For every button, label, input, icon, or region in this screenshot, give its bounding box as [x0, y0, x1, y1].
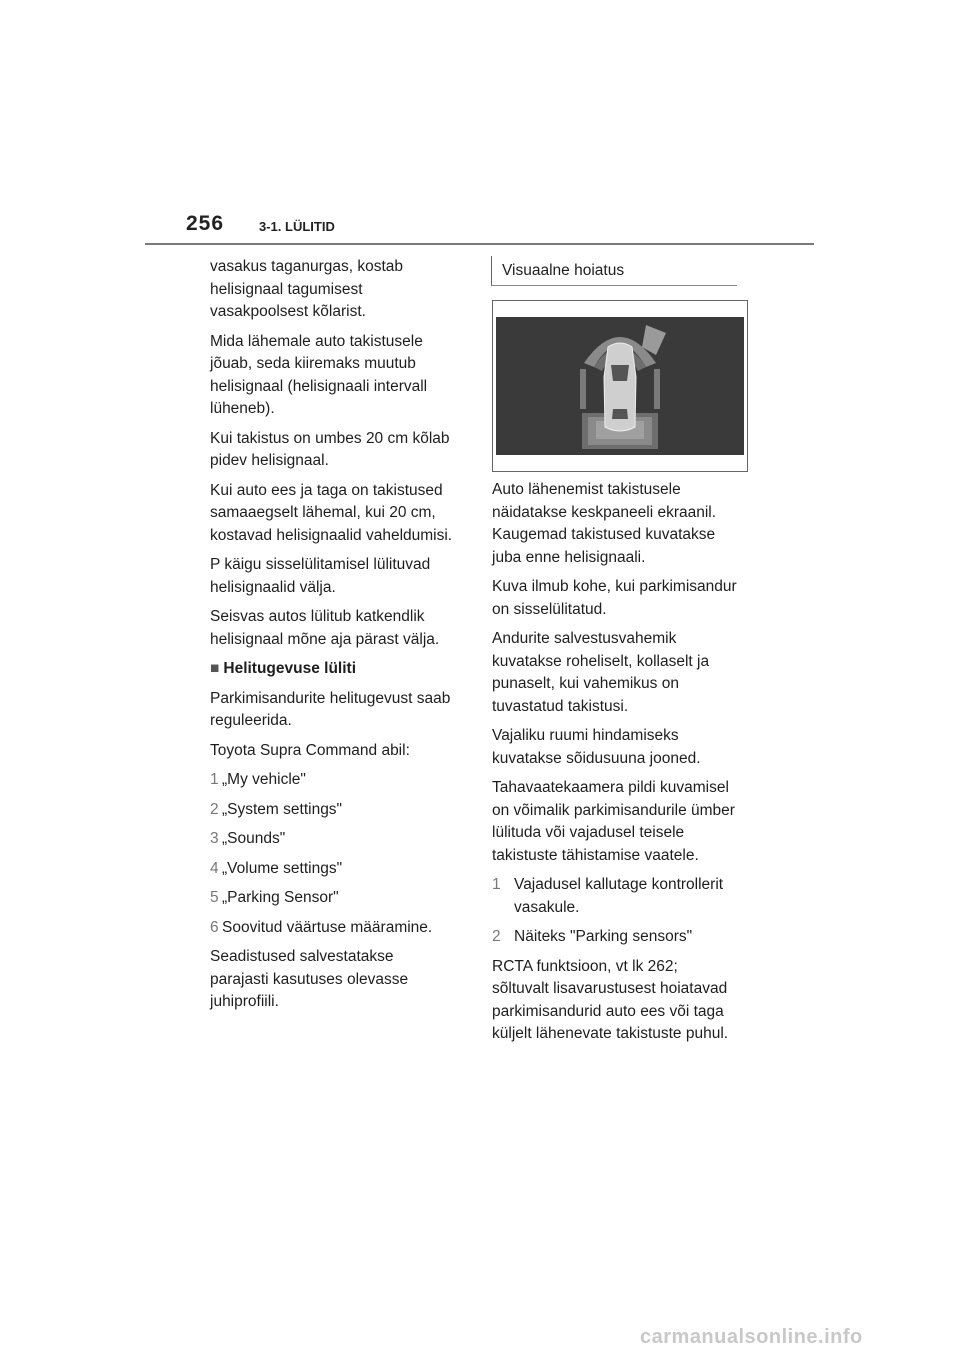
- paragraph: Toyota Supra Command abil:: [210, 741, 410, 759]
- watermark: carmanualsonline.info: [640, 1326, 863, 1348]
- section-title: 3-1. LÜLITID: [259, 219, 335, 234]
- paragraph: RCTA funktsioon, vt lk 262; sõltuvalt lisavarustusest hoiatavad parkimisandurid auto ees või taga küljelt lähenevate takistuste puhul.: [492, 957, 729, 1042]
- page-header: [0, 0, 960, 250]
- paragraph: Kui takistus on umbes 20 cm kõlab pidev helisignaal.: [210, 429, 450, 469]
- step-text: „System settings": [222, 800, 343, 818]
- page-number: 256: [186, 212, 225, 235]
- subheading-text: Helitugevuse lüliti: [223, 660, 357, 677]
- step-text: Soovitud väärtuse määramine.: [222, 918, 433, 936]
- step-number: 3: [210, 830, 219, 847]
- left-column: [210, 256, 468, 1021]
- paragraph: Kuva ilmub kohe, kui parkimisandur on sisselülitatud.: [492, 578, 737, 618]
- step-item: [210, 858, 468, 881]
- step-number: 1: [492, 876, 501, 893]
- paragraph: Mida lähemale auto takistusele jõuab, seda kiiremaks muutub helisignaal (helisignaali intervall lüheneb).: [210, 332, 428, 417]
- paragraph: vasakus taganurgas, kostab helisignaal tagumisest vasakpoolsest kõlarist.: [210, 258, 404, 320]
- step-text: „Volume settings": [222, 859, 343, 877]
- paragraph: Parkimisandurite helitugevust saab reguleerida.: [210, 689, 451, 729]
- rear-window: [612, 409, 628, 419]
- step-text: „Parking Sensor": [222, 889, 339, 906]
- step-item: [210, 769, 468, 792]
- step-item: [210, 887, 468, 910]
- parking-sensor-figure: [492, 300, 748, 472]
- windshield: [611, 365, 629, 381]
- paragraph: Andurite salvestusvahemik kuvatakse roheliselt, kollaselt ja punaselt, kui vahemikus on tuvastatud takistusi.: [492, 630, 710, 715]
- paragraph: Seadistused salvestatakse parajasti kasutuses olevasse juhiprofiili.: [210, 948, 409, 1010]
- step-item: [210, 828, 468, 851]
- paragraph: Tahavaatekaamera pildi kuvamisel on võimalik parkimisandurile ümber lülituda või vajadusel teisele takistuste tähistamise vaatele.: [492, 779, 735, 864]
- step-number: 2: [492, 928, 501, 945]
- step-text: „My vehicle": [222, 771, 306, 788]
- paragraph: Kui auto ees ja taga on takistused samaaegselt lähemal, kui 20 cm, kostavad helisignaalid vaheldumisi.: [210, 481, 453, 544]
- paragraph: Vajaliku ruumi hindamiseks kuvatakse sõidusuuna jooned.: [492, 727, 701, 767]
- paragraph: Seisvas autos lülitub katkendlik helisignaal mõne aja pärast välja.: [210, 608, 440, 648]
- right-side-zone: [654, 369, 660, 409]
- header-divider: [145, 243, 814, 245]
- step-number: 2: [210, 800, 219, 818]
- subheading: [210, 658, 468, 681]
- step-item: [492, 874, 750, 919]
- step-item: [492, 926, 750, 949]
- parking-sensor-display: [496, 317, 744, 455]
- box-heading: Visuaalne hoiatus: [491, 256, 737, 286]
- step-number: 4: [210, 859, 219, 877]
- step-item: [210, 799, 468, 822]
- step-number: 6: [210, 918, 219, 936]
- step-number: 1: [210, 771, 219, 788]
- left-side-zone: [580, 369, 586, 409]
- paragraph: Auto lähenemist takistusele näidatakse keskpaneeli ekraanil. Kaugemad takistused kuvatakse juba enne helisignaali.: [492, 481, 717, 566]
- paragraph: P käigu sisselülitamisel lülituvad helisignaalid välja.: [210, 556, 431, 596]
- right-column: [492, 256, 750, 1053]
- step-text: Näiteks "Parking sensors": [514, 928, 693, 945]
- step-text: „Sounds": [222, 830, 286, 847]
- step-text: Vajadusel kallutage kontrollerit vasakule.: [514, 876, 724, 916]
- square-bullet-icon: ■: [210, 660, 220, 677]
- step-item: [210, 917, 468, 940]
- step-number: 5: [210, 889, 219, 906]
